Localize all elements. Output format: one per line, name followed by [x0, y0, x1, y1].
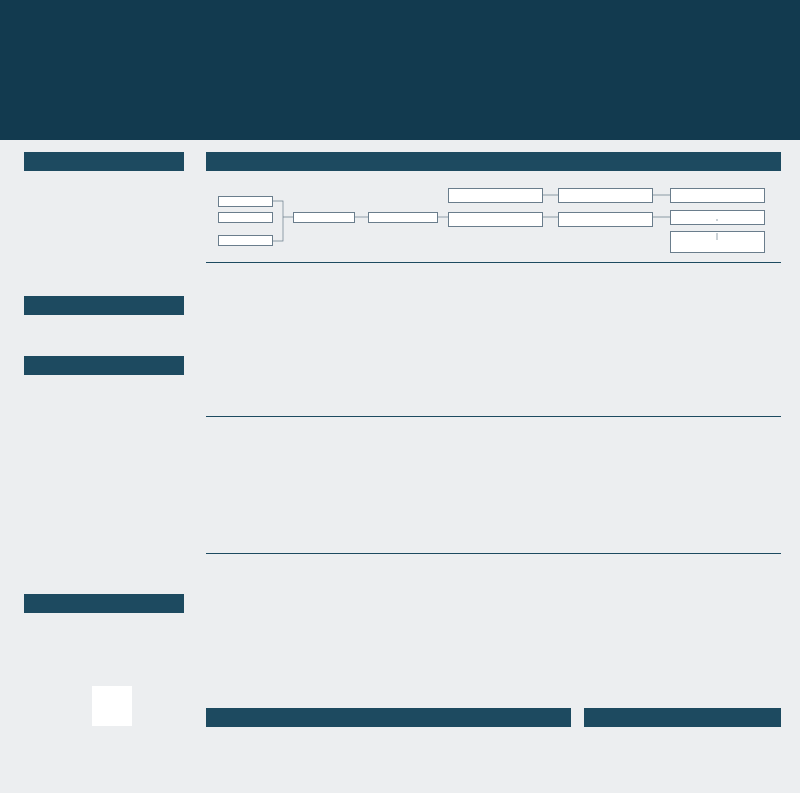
references-heading: [584, 708, 781, 727]
conclusions-heading: [206, 708, 571, 727]
objective-heading: [24, 296, 184, 315]
header: [0, 0, 800, 140]
older-recent-bar-chart: [218, 443, 488, 530]
word-cloud: [505, 570, 780, 680]
patient-factor-stacked-bar: [500, 290, 785, 375]
divider-1: [206, 262, 781, 263]
pie-chart: [218, 290, 488, 375]
methods-heading: [24, 356, 184, 375]
prisma-connectors: [205, 185, 785, 260]
care-setting-stacked-bar: [500, 443, 785, 530]
results-cont-heading: [206, 152, 781, 171]
divider-3: [206, 553, 781, 554]
affiliations: [30, 91, 770, 102]
results-heading: [24, 594, 184, 613]
fig4-legend: [560, 682, 760, 690]
qr-code-graphic: [94, 688, 130, 724]
background-heading: [24, 152, 184, 171]
qr-code[interactable]: [92, 686, 132, 726]
divider-2: [206, 416, 781, 417]
